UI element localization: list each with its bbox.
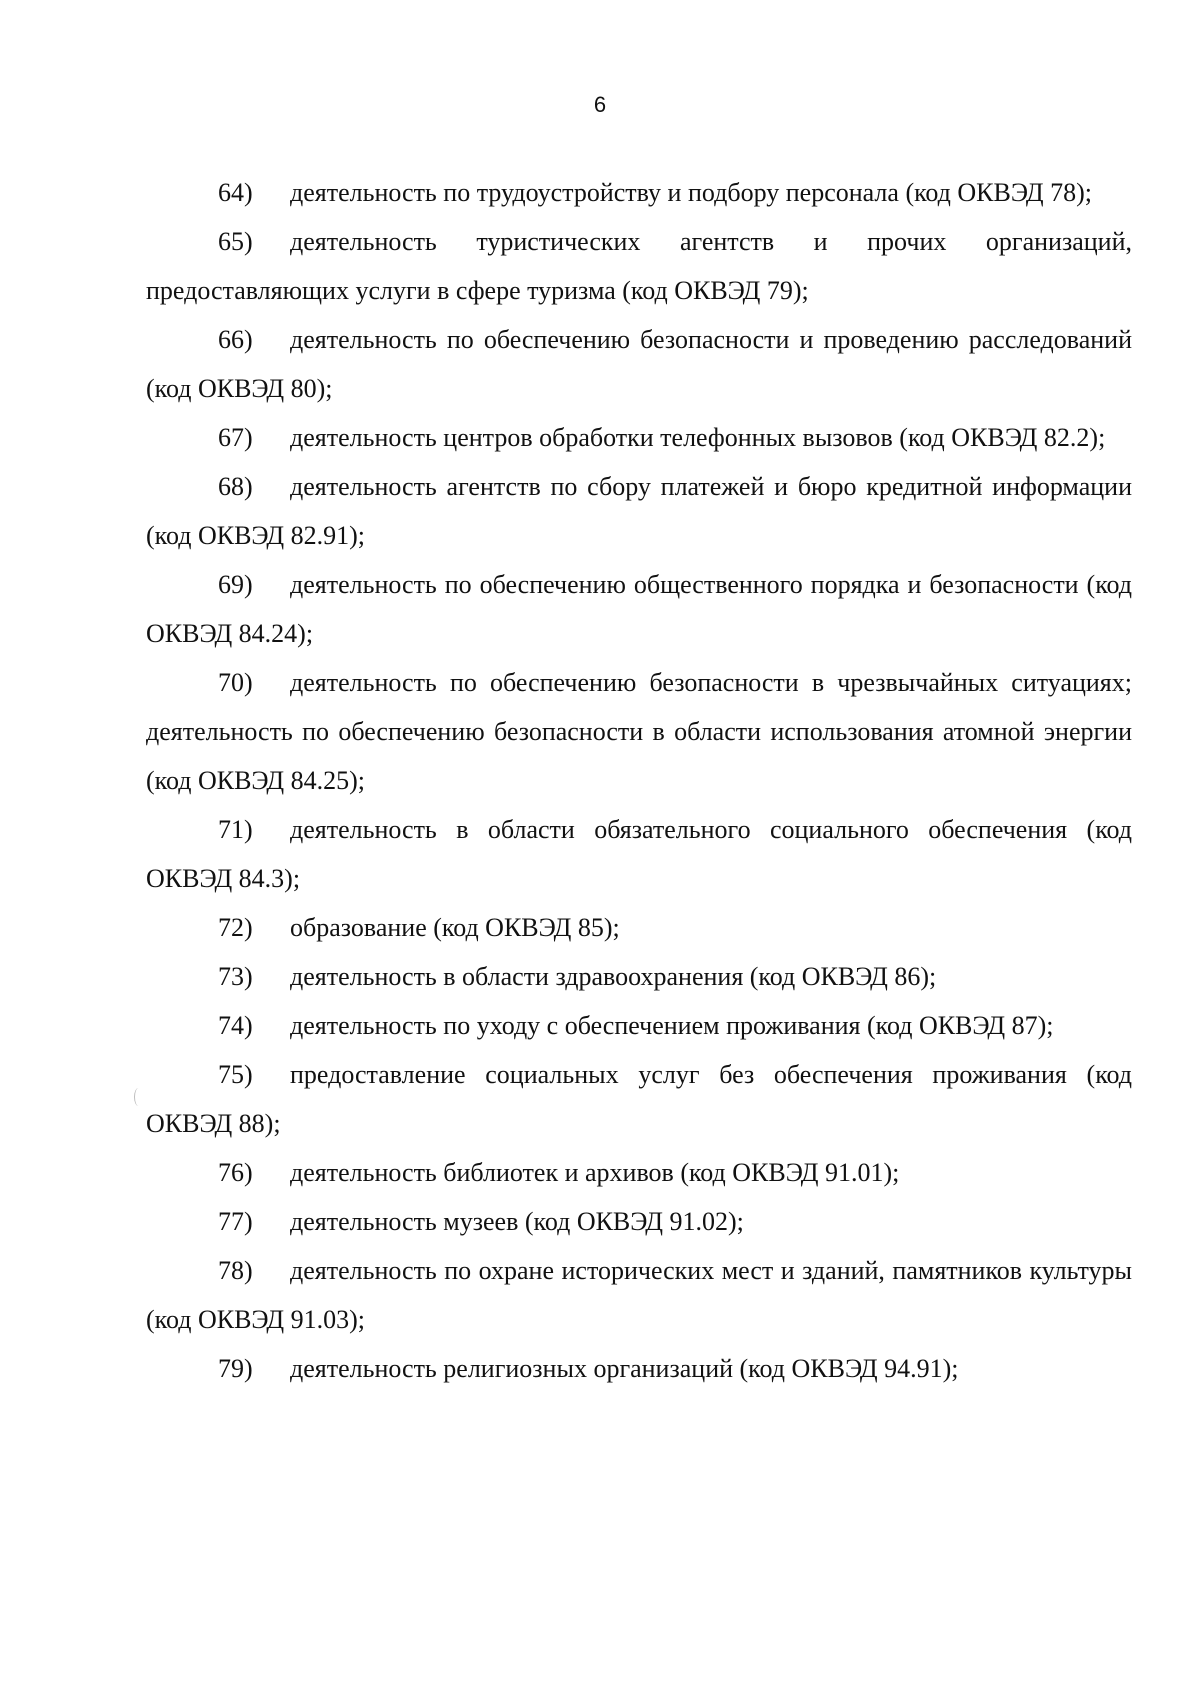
item-number: 79) bbox=[218, 1354, 253, 1383]
item-number: 76) bbox=[218, 1158, 253, 1187]
item-number: 77) bbox=[218, 1207, 253, 1236]
list-item bbox=[146, 168, 1132, 217]
item-number: 67) bbox=[218, 423, 253, 452]
list-item bbox=[146, 903, 1132, 952]
list-item bbox=[146, 217, 1132, 315]
item-text: деятельность библиотек и архивов (код ОКВЭД 91.01); bbox=[290, 1158, 900, 1187]
item-number: 71) bbox=[218, 815, 253, 844]
item-text: деятельность по обеспечению общественного порядка и безопасности (код ОКВЭД 84.24); bbox=[146, 570, 1132, 648]
item-number: 65) bbox=[218, 227, 253, 256]
scan-margin-mark bbox=[134, 1088, 143, 1106]
list-item bbox=[146, 658, 1132, 805]
list-item bbox=[146, 1197, 1132, 1246]
item-number: 69) bbox=[218, 570, 253, 599]
item-text: деятельность по обеспечению безопасности в чрезвычайных ситуациях; деятельность по обеспечению безопасности в области использования атомной энергии (код ОКВЭД 84.25); bbox=[146, 668, 1132, 795]
list-item bbox=[146, 315, 1132, 413]
list-item bbox=[146, 1050, 1132, 1148]
item-text: деятельность по охране исторических мест и зданий, памятников культуры (код ОКВЭД 91.03); bbox=[146, 1256, 1132, 1334]
activity-list bbox=[146, 168, 1132, 1393]
item-number: 73) bbox=[218, 962, 253, 991]
list-item bbox=[146, 1344, 1132, 1393]
list-item bbox=[146, 952, 1132, 1001]
item-text: деятельность по уходу с обеспечением проживания (код ОКВЭД 87); bbox=[290, 1011, 1054, 1040]
item-text: деятельность туристических агентств и прочих организаций, предоставляющих услуги в сфере туризма (код ОКВЭД 79); bbox=[146, 227, 1132, 305]
list-item bbox=[146, 1001, 1132, 1050]
item-text: предоставление социальных услуг без обеспечения проживания (код ОКВЭД 88); bbox=[146, 1060, 1132, 1138]
item-text: деятельность агентств по сбору платежей и бюро кредитной информации (код ОКВЭД 82.91); bbox=[146, 472, 1132, 550]
item-number: 72) bbox=[218, 913, 253, 942]
item-text: деятельность религиозных организаций (код ОКВЭД 94.91); bbox=[290, 1354, 959, 1383]
item-text: деятельность центров обработки телефонных вызовов (код ОКВЭД 82.2); bbox=[290, 423, 1106, 452]
list-item bbox=[146, 1148, 1132, 1197]
item-number: 75) bbox=[218, 1060, 253, 1089]
item-text: деятельность в области здравоохранения (код ОКВЭД 86); bbox=[290, 962, 937, 991]
item-number: 78) bbox=[218, 1256, 253, 1285]
item-number: 64) bbox=[218, 178, 253, 207]
item-text: деятельность по обеспечению безопасности и проведению расследований (код ОКВЭД 80); bbox=[146, 325, 1132, 403]
item-number: 70) bbox=[218, 668, 253, 697]
item-number: 66) bbox=[218, 325, 253, 354]
list-item bbox=[146, 413, 1132, 462]
item-text: деятельность музеев (код ОКВЭД 91.02); bbox=[290, 1207, 744, 1236]
list-item bbox=[146, 805, 1132, 903]
item-text: образование (код ОКВЭД 85); bbox=[290, 913, 620, 942]
item-number: 68) bbox=[218, 472, 253, 501]
item-number: 74) bbox=[218, 1011, 253, 1040]
page-number: 6 bbox=[593, 92, 607, 117]
item-text: деятельность в области обязательного социального обеспечения (код ОКВЭД 84.3); bbox=[146, 815, 1132, 893]
item-text: деятельность по трудоустройству и подбору персонала (код ОКВЭД 78); bbox=[290, 178, 1092, 207]
list-item bbox=[146, 462, 1132, 560]
list-item bbox=[146, 1246, 1132, 1344]
list-item bbox=[146, 560, 1132, 658]
